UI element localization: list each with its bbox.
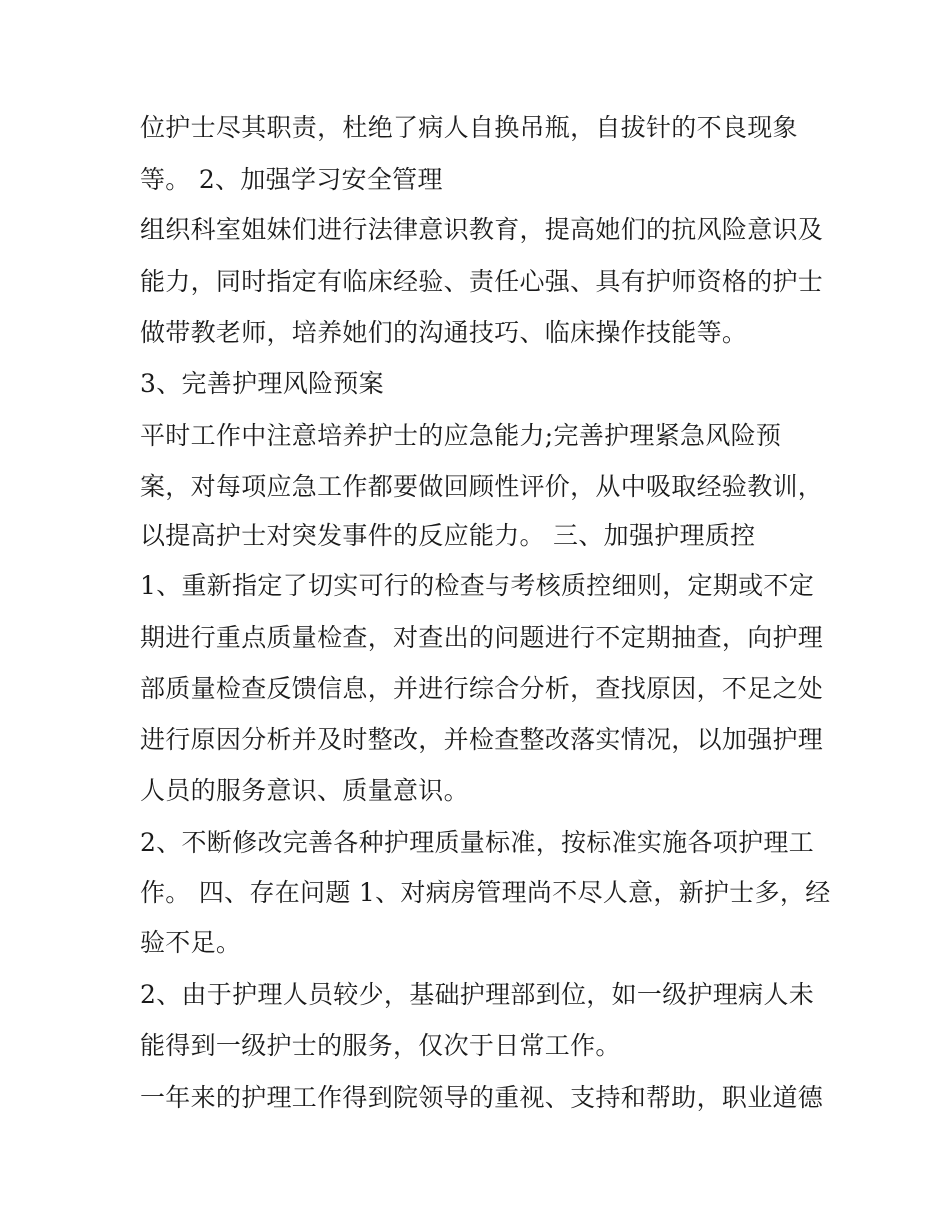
text-line-8: 案，对每项应急工作都要做回顾性评价，从中吸取经验教训，	[140, 472, 824, 501]
text-line-3: 组织科室姐妹们进行法律意识教育，提高她们的抗风险意识及	[140, 215, 824, 244]
text-line-5: 做带教老师，培养她们的沟通技巧、临床操作技能等。	[140, 318, 748, 347]
text-line-18: 2、由于护理人员较少，基础护理部到位，如一级护理病人未	[140, 980, 815, 1009]
text-line-19: 能得到一级护士的服务，仅次于日常工作。	[140, 1031, 621, 1060]
text-line-12: 部质量检查反馈信息，并进行综合分析，查找原因，不足之处	[140, 674, 824, 703]
text-line-7: 平时工作中注意培养护士的应急能力;完善护理紧急风险预	[140, 421, 782, 450]
text-line-14: 人员的服务意识、质量意识。	[140, 776, 469, 805]
text-line-13: 进行原因分析并及时整改，并检查整改落实情况，以加强护理	[140, 725, 824, 754]
text-line-10: 1、重新指定了切实可行的检查与考核质控细则，定期或不定	[140, 571, 815, 600]
text-line-9: 以提高护士对突发事件的反应能力。 三、加强护理质控	[140, 521, 756, 550]
text-line-11: 期进行重点质量检查，对查出的问题进行不定期抽查，向护理	[140, 623, 824, 652]
text-line-15: 2、不断修改完善各种护理质量标准，按标准实施各项护理工	[140, 828, 815, 857]
text-line-6: 3、完善护理风险预案	[140, 369, 384, 398]
text-line-16: 作。 四、存在问题 1、对病房管理尚不尽人意，新护士多，经	[140, 878, 831, 907]
text-line-4: 能力，同时指定有临床经验、责任心强、具有护师资格的护士	[140, 267, 824, 296]
text-line-1: 位护士尽其职责，杜绝了病人自换吊瓶，自拔针的不良现象	[140, 113, 798, 142]
text-line-20: 一年来的护理工作得到院领导的重视、支持和帮助，职业道德	[140, 1083, 824, 1112]
text-line-17: 验不足。	[140, 928, 242, 957]
text-line-2: 等。 2、加强学习安全管理	[140, 165, 443, 194]
